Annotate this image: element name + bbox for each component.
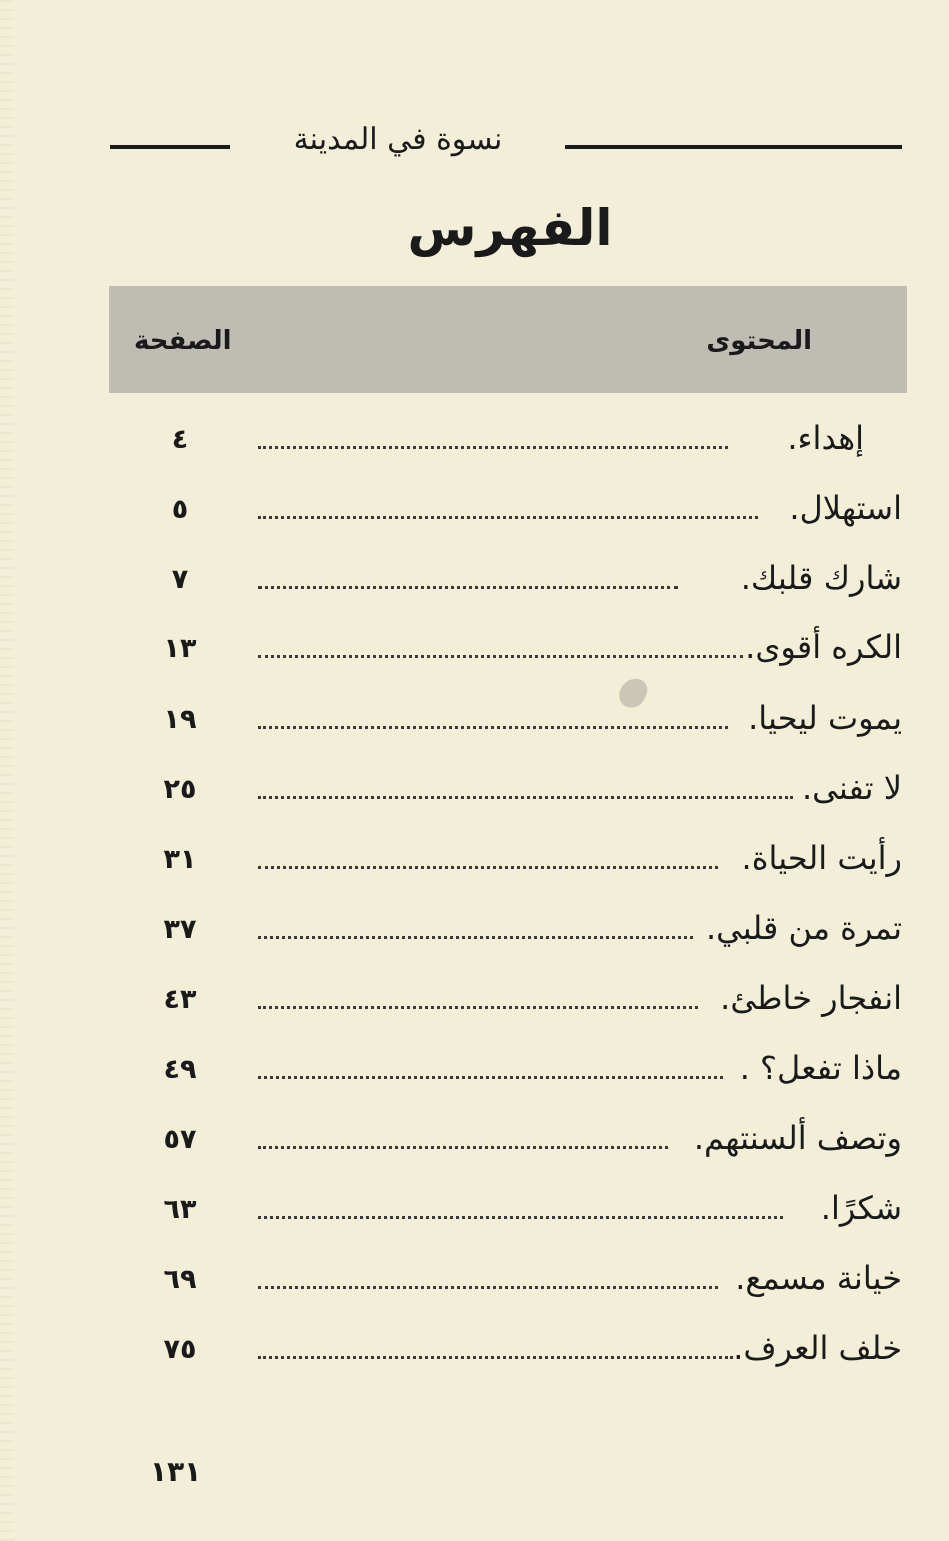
toc-entry[interactable]	[110, 482, 902, 542]
entry-page-number: ١٩	[163, 704, 197, 735]
entry-title: رأيت الحياة.	[741, 839, 902, 877]
dot-leader	[258, 1356, 733, 1359]
entry-title: الكره أقوى.	[745, 628, 902, 666]
entry-title: إهداء.	[787, 419, 864, 457]
entry-page-number: ٤	[171, 424, 189, 455]
table-header	[109, 286, 907, 393]
entry-page-number: ٢٥	[163, 774, 197, 805]
dot-leader	[258, 1216, 783, 1219]
entry-page-number: ٧	[171, 564, 189, 595]
entry-title: خلف العرف.	[733, 1329, 902, 1367]
dot-leader	[258, 1146, 668, 1149]
toc-entry[interactable]	[110, 762, 902, 822]
book-title: نسوة في المدينة	[293, 122, 503, 157]
toc-entry[interactable]	[110, 972, 902, 1032]
dot-leader	[258, 446, 728, 449]
toc-entry[interactable]	[110, 692, 902, 752]
running-header	[110, 118, 902, 162]
entry-title: شكرًا.	[820, 1189, 902, 1227]
dot-leader	[258, 866, 718, 869]
entry-page-number: ٣٧	[163, 914, 197, 945]
toc-entry[interactable]	[110, 1112, 902, 1172]
toc-entry[interactable]	[110, 902, 902, 962]
column-header-content: المحتوى	[706, 326, 812, 356]
toc-entry[interactable]	[110, 412, 902, 472]
entry-page-number: ٦٣	[163, 1194, 197, 1225]
entry-title: انفجار خاطئ.	[720, 979, 902, 1017]
dot-leader	[258, 1286, 718, 1289]
header-rule-left	[110, 145, 230, 149]
entry-title: يموت ليحيا.	[748, 699, 902, 737]
entry-page-number: ٥٧	[163, 1124, 197, 1155]
toc-entry[interactable]	[110, 552, 902, 612]
toc-entry[interactable]	[110, 1182, 902, 1242]
dot-leader	[258, 1076, 723, 1079]
dot-leader	[258, 936, 693, 939]
entry-title: شارك قلبك.	[740, 559, 902, 597]
dot-leader	[258, 586, 678, 589]
dot-leader	[258, 796, 793, 799]
entry-page-number: ٣١	[163, 844, 197, 875]
entry-title: تمرة من قلبي.	[705, 909, 902, 947]
entry-page-number: ٥	[171, 494, 189, 525]
toc-entry[interactable]	[110, 832, 902, 892]
entry-title: استهلال.	[789, 489, 902, 527]
entry-page-number: ٤٣	[163, 984, 197, 1015]
entry-page-number: ١٣	[163, 633, 197, 664]
entry-title: ماذا تفعل؟ .	[739, 1049, 902, 1087]
toc-entry[interactable]	[110, 1322, 902, 1382]
dot-leader	[258, 1006, 698, 1009]
toc-entry[interactable]	[110, 1042, 902, 1102]
toc-entry[interactable]	[110, 621, 902, 681]
page-number: ١٣١	[150, 1455, 202, 1488]
dot-leader	[258, 516, 758, 519]
entry-title: خيانة مسمع.	[735, 1259, 902, 1297]
page-edge	[0, 0, 14, 1541]
entry-title: لا تفنى.	[801, 769, 902, 807]
dot-leader	[258, 726, 728, 729]
entry-title: وتصف ألسنتهم.	[693, 1119, 902, 1157]
entry-page-number: ٧٥	[163, 1334, 197, 1365]
entry-page-number: ٦٩	[163, 1264, 197, 1295]
page-title: الفهرس	[407, 199, 613, 257]
entry-page-number: ٤٩	[163, 1054, 197, 1085]
toc-entry[interactable]	[110, 1252, 902, 1312]
column-header-page: الصفحة	[134, 326, 232, 356]
header-rule-right	[565, 145, 902, 149]
dot-leader	[258, 655, 743, 658]
